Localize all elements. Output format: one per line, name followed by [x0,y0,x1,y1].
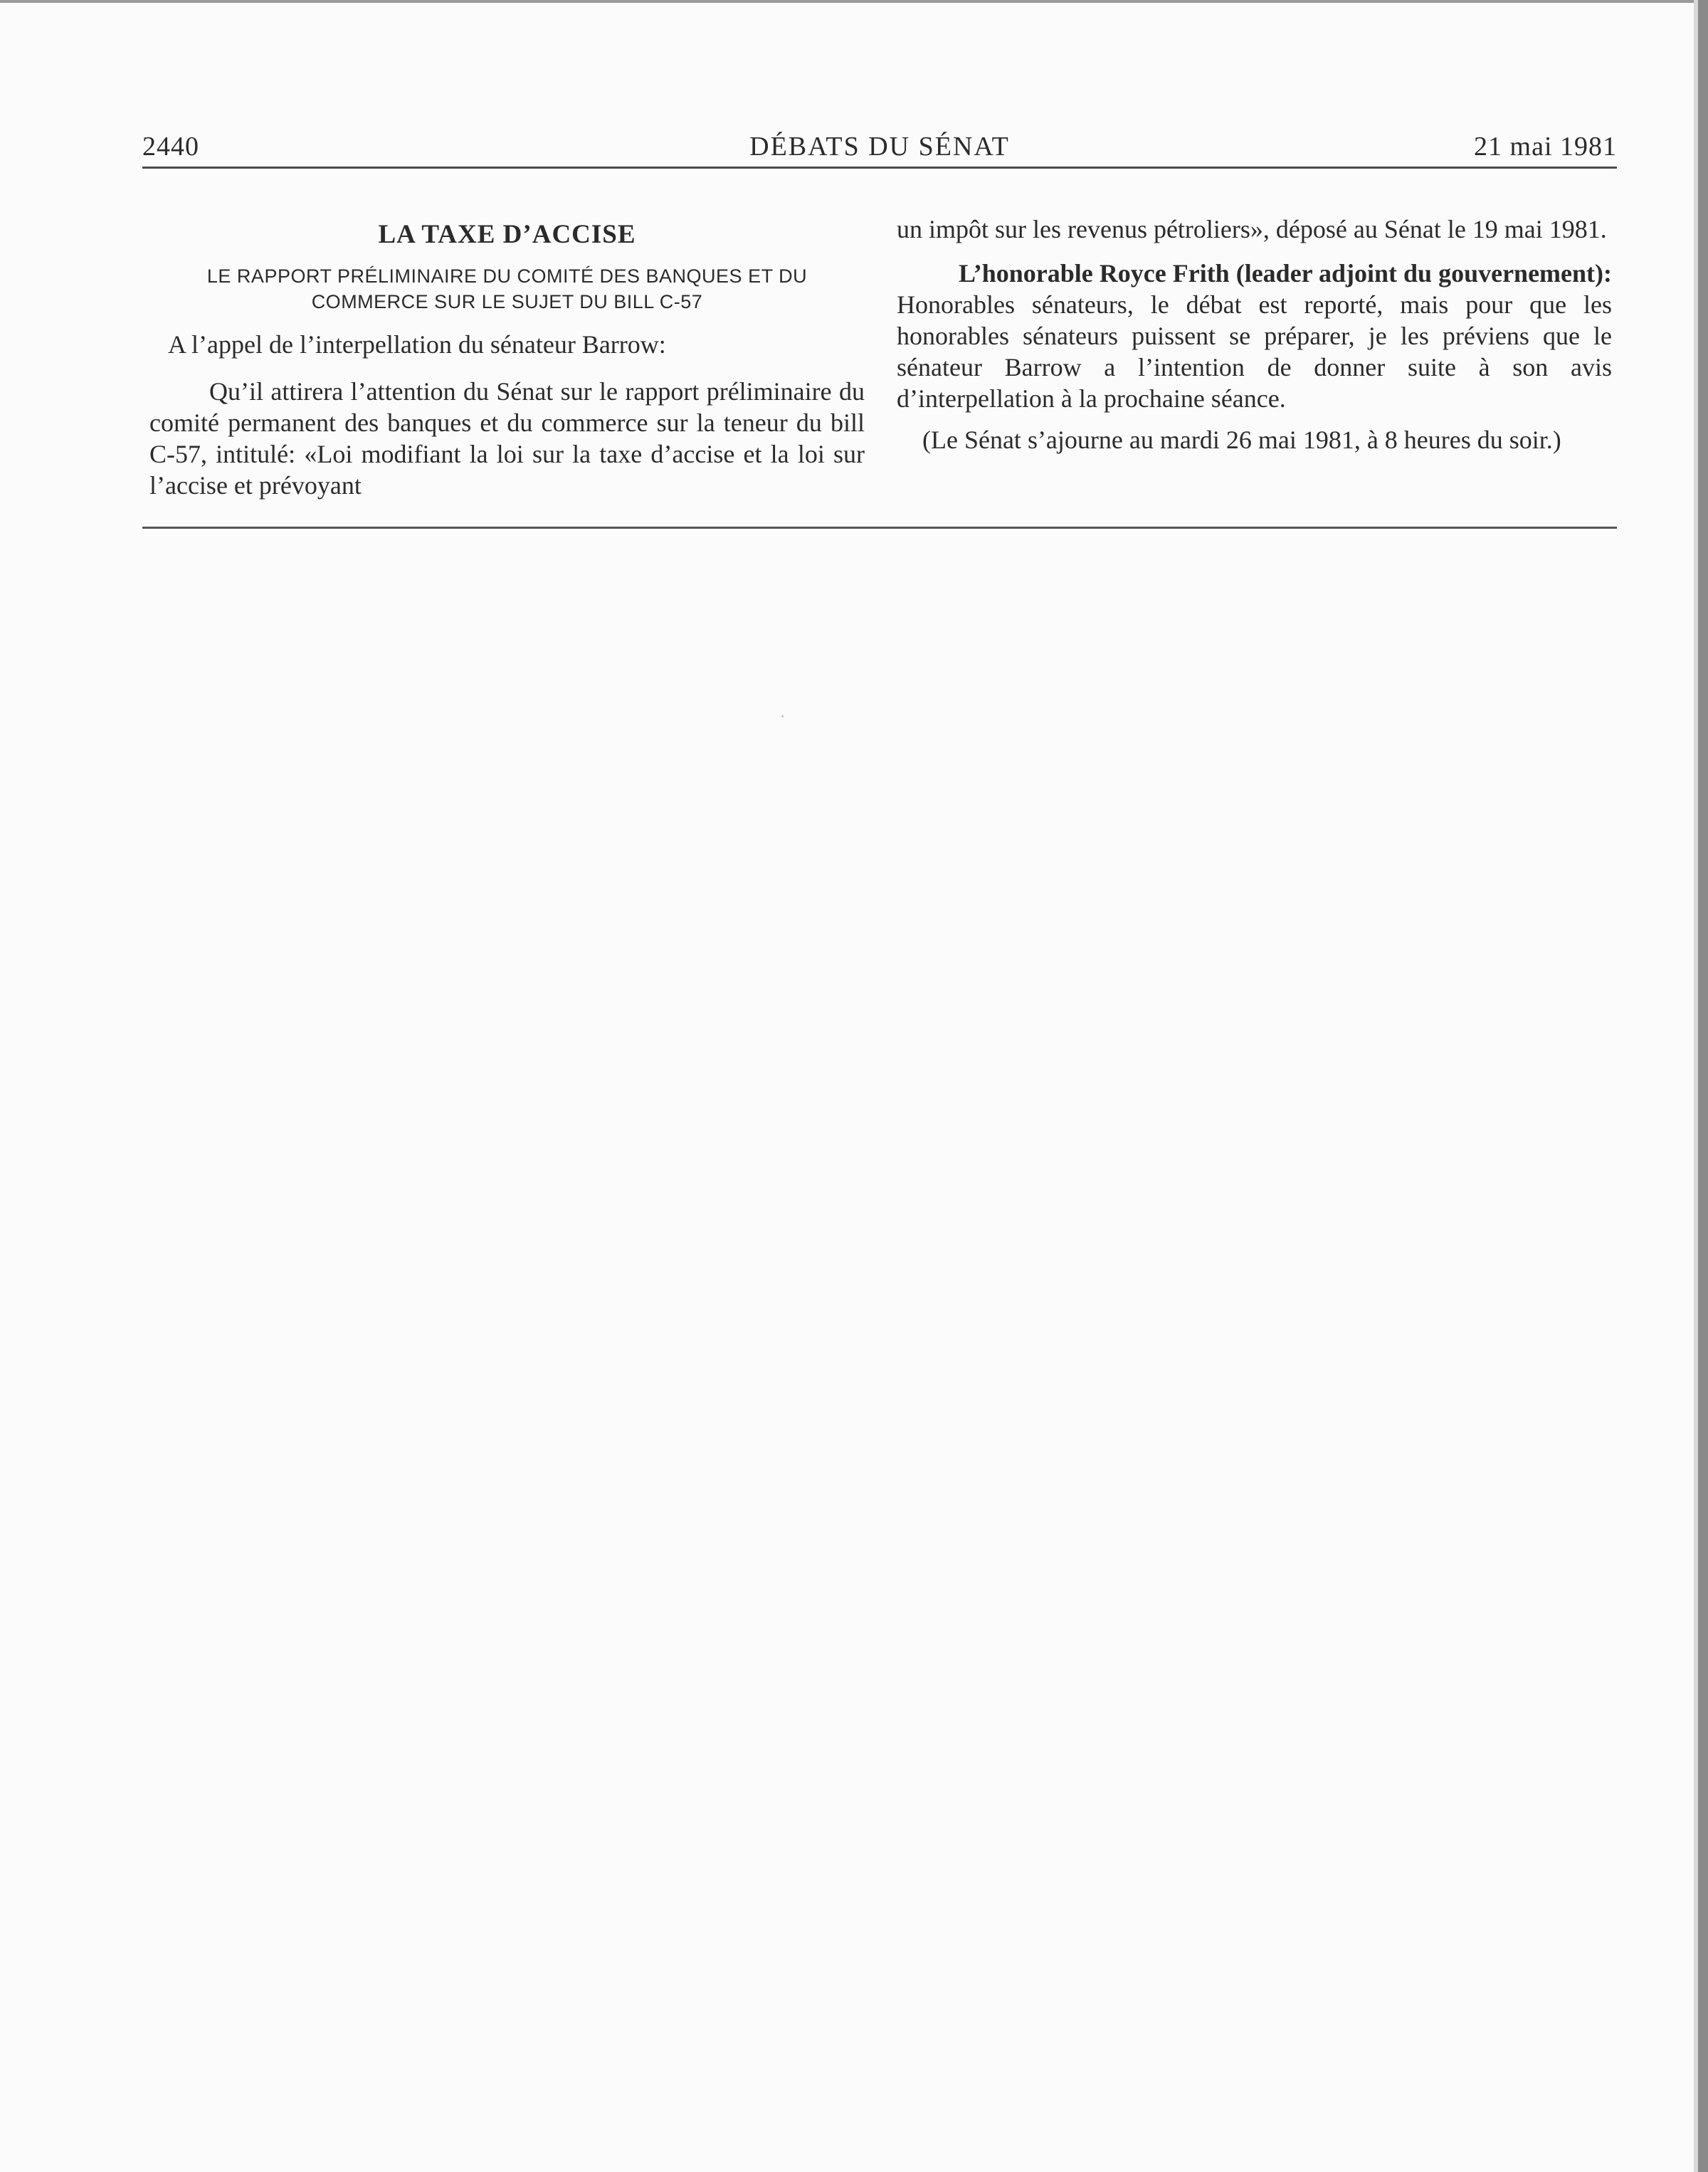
end-rule [142,527,1617,529]
scan-right-edge [1698,0,1708,2172]
speaker-name: L’honorable Royce Frith (leader adjoint du gouvernement): [959,259,1612,288]
speech-text: Honorables sénateurs, le débat est reporté, mais pour que les honorables sénateurs puissent se préparer, je les préviens que le sénateur Barrow a l’intention de donner suite à son avis d’interpellation à la prochaine séance. [897,290,1612,413]
order-of-the-day-lead: A l’appel de l’interpellation du sénateur Barrow: [168,330,666,359]
running-head [142,128,1617,168]
section-subheading [149,263,865,315]
inquiry-continuation: un impôt sur les revenus pétroliers», déposé au Sénat le 19 mai 1981. [897,215,1607,243]
adjournment-note: (Le Sénat s’ajourne au mardi 26 mai 1981, à 8 heures du soir.) [922,426,1561,454]
scan-top-edge [0,0,1708,3]
right-column [897,213,1612,465]
page-number: 2440 [142,132,199,162]
section-heading: LA TAXE D’ACCISE [378,220,636,249]
subheading-line: LE RAPPORT PRÉLIMINAIRE DU COMITÉ DES BANQUES ET DU [206,265,808,287]
publication-title: DÉBATS DU SÉNAT [749,132,1010,162]
speaker-line [897,258,1612,289]
inquiry-text: Qu’il attirera l’attention du Sénat sur le rapport préliminaire du comité permanent des banques et du commerce sur la teneur du bill C-57, intitulé: «Loi modifiant la loi sur la taxe d’accise et la loi sur l’accise et prévoyant [149,377,865,500]
scan-speck [781,715,784,717]
left-column [149,213,865,501]
subheading-line: COMMERCE SUR LE SUJET DU BILL C-57 [311,291,703,312]
issue-date: 21 mai 1981 [1474,132,1617,162]
header-rule [142,167,1617,169]
